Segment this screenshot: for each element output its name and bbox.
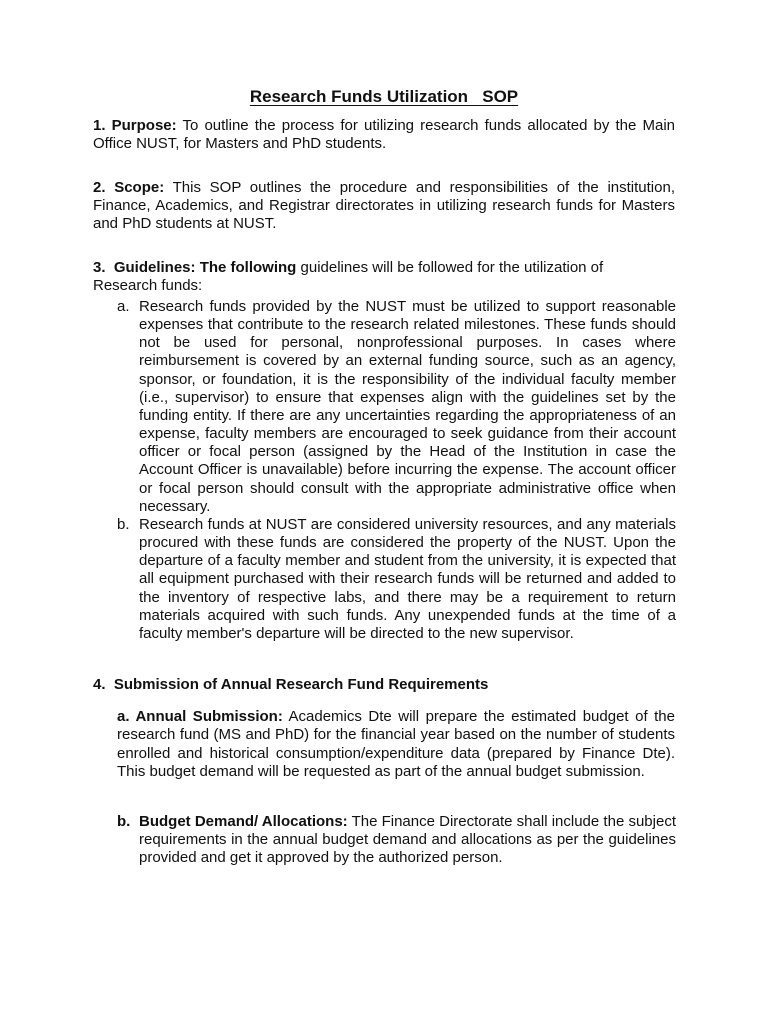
budget-demand-text: The Finance Directorate shall include the subject requirements in the annual budget demand and allocations as per the guidelines provided and get it approved by the authorized person. — [139, 813, 676, 867]
guideline-item-b — [117, 516, 677, 666]
guideline-item-text: Research funds provided by the NUST must be utilized to support reasonable expenses that contribute to the research related milestones. These funds should not be used for personal, nonprofessional purposes. In cases where reimbursement is covered by an external funding source, such as an agency, sponsor, or foundation, it is the responsibility of the individual faculty member (i.e., supervisor) to ensure that expenses align with the guidelines set by the funding entity. If there are any uncertainties regarding the appropriateness of an expense, faculty members are encouraged to seek guidance from their account officer or focal person (assigned by the Head of the Institution in case the Account Officer is unavailable) before incurring the expense. The account officer or focal person should consult with the appropriate administrative office when necessary. — [139, 298, 676, 515]
list-marker: b. — [117, 516, 130, 533]
document-title — [0, 87, 768, 107]
guidelines-label: 3. Guidelines: The following — [93, 259, 297, 276]
budget-demand-label: Budget Demand/ Allocations: — [139, 813, 348, 830]
list-marker: b. — [117, 813, 131, 830]
section-submission-heading: 4. Submission of Annual Research Fund Requirements — [93, 676, 489, 693]
scope-label: 2. Scope: — [93, 179, 165, 196]
section-purpose — [93, 117, 675, 153]
guideline-item-text: Research funds at NUST are considered university resources, and any materials procured with these funds are considered the property of the NUST. Upon the departure of a faculty member and student from the university, it is expected that all equipment purchased with their research funds will be returned and added to the inventory of respective labs, and there may be a requirement to return materials acquired with such funds. Any unexpended funds at the time of a faculty member's departure will be directed to the new supervisor. — [139, 516, 676, 642]
budget-demand-paragraph — [139, 813, 676, 867]
guidelines-text: guidelines will be followed for the utilization of Research funds: — [93, 259, 604, 295]
scope-text: This SOP outlines the procedure and responsibilities of the institution, Finance, Academics, and Registrar directorates in utilizing research funds for Masters and PhD students at NUST. — [93, 179, 675, 233]
submission-item-b — [117, 813, 677, 873]
document-title-text: Research Funds Utilization SOP — [249, 87, 519, 106]
list-marker: a. — [117, 298, 130, 315]
annual-submission-label: a. Annual Submission: — [117, 708, 283, 725]
annual-submission-text: Academics Dte will prepare the estimated budget of the research fund (MS and PhD) for the financial year based on the number of students enrolled and historical consumption/expenditure data (prepared by Finance Dte). This budget demand will be requested as part of the annual budget submission. — [117, 708, 675, 780]
section-guidelines — [93, 259, 633, 295]
guideline-item-a — [117, 298, 677, 518]
submission-item-a — [117, 708, 675, 781]
purpose-text: To outline the process for utilizing research funds allocated by the Main Office NUST, for Masters and PhD students. — [93, 117, 675, 153]
section-scope — [93, 179, 675, 234]
purpose-label: 1. Purpose: — [93, 117, 177, 134]
